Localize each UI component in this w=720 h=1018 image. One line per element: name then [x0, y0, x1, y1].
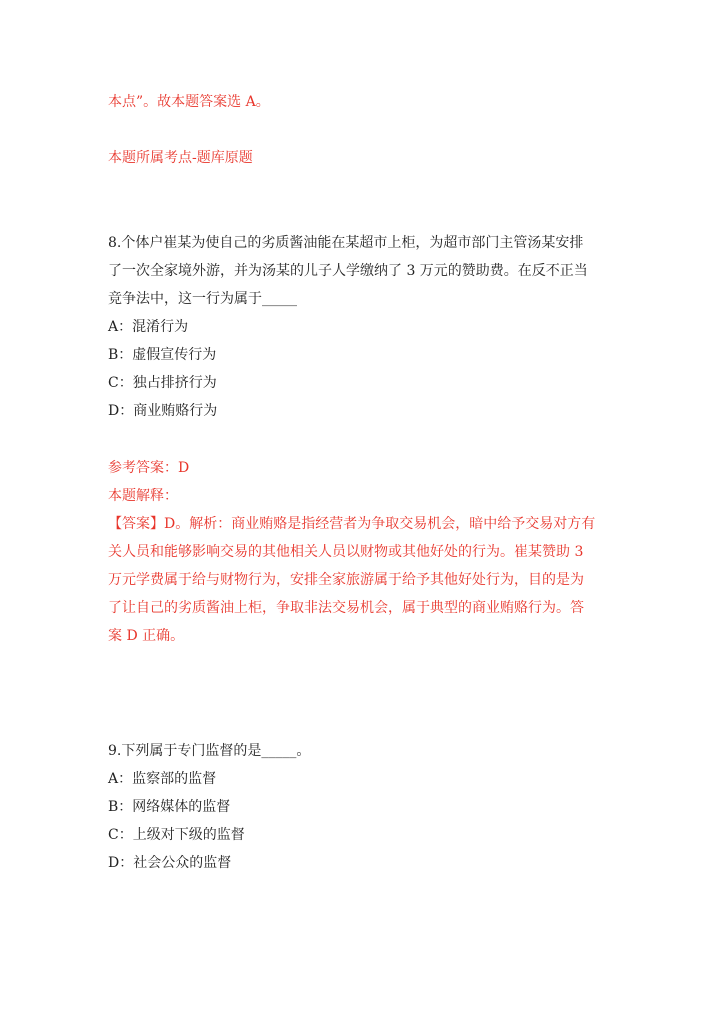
q9-option-d: D：社会公众的监督	[108, 855, 232, 871]
q8-answer: 参考答案：D	[108, 460, 190, 476]
q8-explanation-line-1: 【答案】D。解析：商业贿赂是指经营者为争取交易机会，暗中给予交易对方有	[108, 516, 596, 532]
q8-explanation-line-5: 案 D 正确。	[108, 628, 185, 644]
q9-option-a: A：监察部的监督	[108, 771, 217, 787]
q8-explanation-line-3: 万元学费属于给与财物行为，安排全家旅游属于给予其他好处行为，目的是为	[108, 572, 584, 588]
q8-explain-label: 本题解释：	[108, 488, 178, 504]
q8-explanation-line-2: 关人员和能够影响交易的其他相关人员以财物或其他好处的行为。崔某赞助 3	[108, 544, 584, 560]
q8-stem-line-2: 了一次全家境外游，并为汤某的儿子人学缴纳了 3 万元的赞助费。在反不正当	[108, 263, 588, 279]
q8-option-b: B：虚假宣传行为	[108, 347, 217, 363]
q8-stem-line-1: 8.个体户崔某为使自己的劣质酱油能在某超市上柜，为超市部门主管汤某安排	[108, 235, 584, 251]
q9-option-c: C：上级对下级的监督	[108, 827, 245, 843]
q8-option-c: C：独占排挤行为	[108, 375, 217, 391]
prev-topic-line: 本题所属考点-题库原题	[108, 150, 253, 166]
q8-option-d: D：商业贿赂行为	[108, 403, 218, 419]
q9-stem: 9.下列属于专门监督的是_____。	[108, 743, 311, 759]
q8-stem-line-3: 竞争法中，这一行为属于_____	[108, 291, 297, 307]
q8-explanation-line-4: 了让自己的劣质酱油上柜，争取非法交易机会，属于典型的商业贿赂行为。答	[108, 600, 584, 616]
prev-answer-tail: 本点”。故本题答案选 A。	[108, 94, 270, 110]
q9-option-b: B：网络媒体的监督	[108, 799, 231, 815]
q8-option-a: A：混淆行为	[108, 319, 189, 335]
